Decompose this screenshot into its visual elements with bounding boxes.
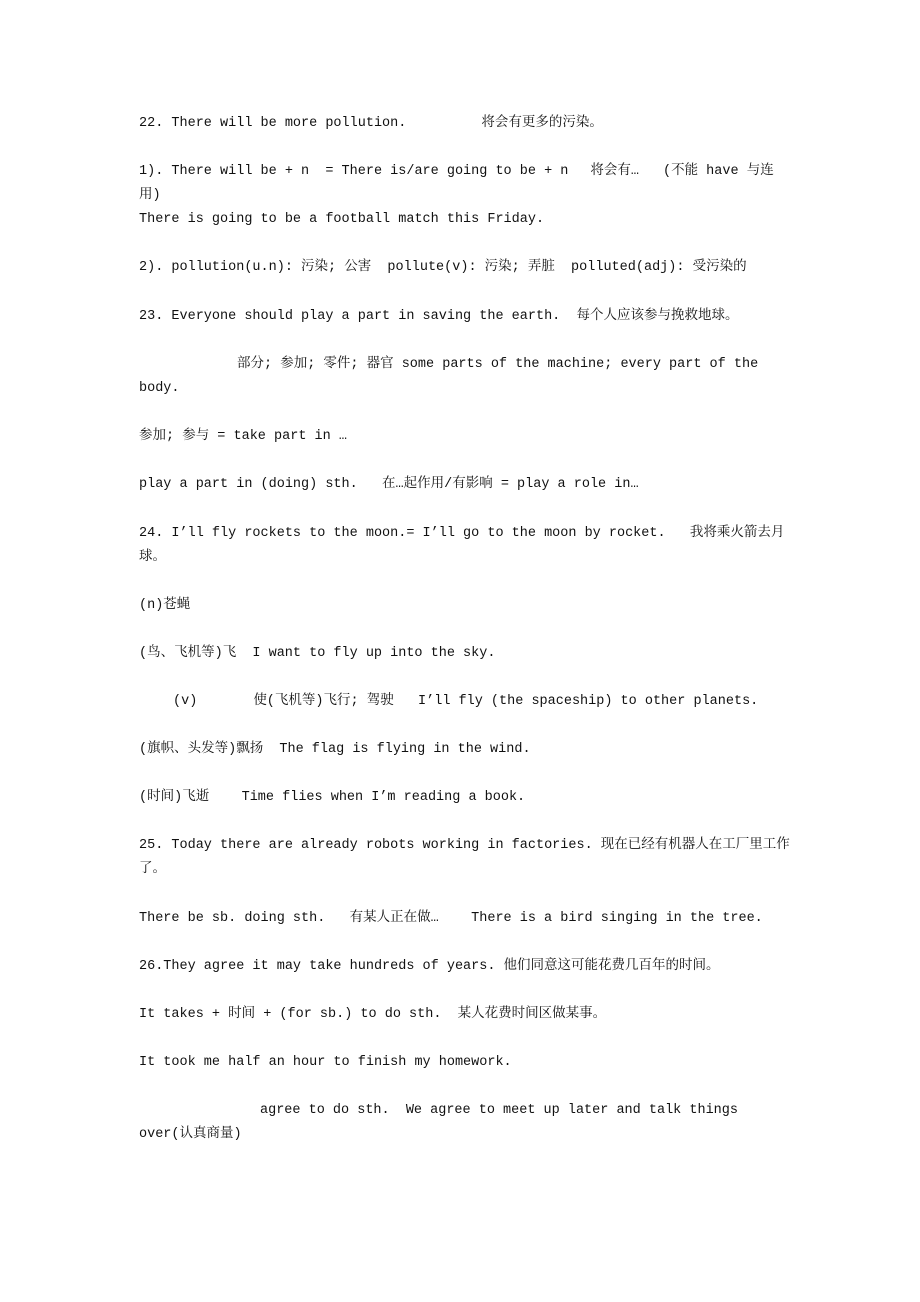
line-it-takes: It takes + 时间 + (for sb.) to do sth. 某人花费时间区做某事。 — [139, 1007, 607, 1022]
line-fly-noun: (n)苍蝇 — [139, 598, 191, 613]
line-note-2: 2). pollution(u.n): 污染; 公害 pollute(v): 污染; 弄脏 polluted(adj): 受污染的 — [139, 260, 747, 275]
line-fly-verb — [173, 690, 793, 714]
line-23: 23. Everyone should play a part in saving the earth. 每个人应该参与挽救地球。 — [139, 309, 739, 324]
line-agree-to: agree to do sth. We agree to meet up later and talk things over(认真商量) — [139, 1103, 747, 1142]
line-take-part: 参加; 参与 = take part in … — [139, 429, 347, 444]
line-translation: 将会有… — [590, 164, 639, 179]
line-example: There is going to be a football match this Friday. — [139, 212, 545, 227]
line-22 — [139, 112, 791, 136]
line-fly-bird: (鸟、飞机等)飞 I want to fly up into the sky. — [139, 646, 496, 661]
line-fly-flag: (旗帜、头发等)飘扬 The flag is flying in the wind. — [139, 742, 531, 757]
line-26: 26.They agree it may take hundreds of years. 他们同意这可能花费几百年的时间。 — [139, 959, 720, 974]
line-note: (不能 have 与连用) — [139, 164, 774, 203]
line-play-a-part: play a part in (doing) sth. 在…起作用/有影响 = play a role in… — [139, 477, 639, 492]
line-part-meanings: 部分; 参加; 零件; 器官 some parts of the machine; every part of the body. — [139, 357, 767, 396]
line-text: 1). There will be + n = There is/are going to be + n — [139, 164, 569, 179]
line-text: 22. There will be more pollution. — [139, 116, 407, 131]
line-25: 25. Today there are already robots working in factories. 现在已经有机器人在工厂里工作了。 — [139, 838, 790, 877]
line-note-1 — [139, 160, 791, 208]
line-there-be: There be sb. doing sth. 有某人正在做… There is a bird singing in the tree. — [139, 911, 763, 926]
line-translation: 将会有更多的污染。 — [481, 116, 603, 131]
line-it-took: It took me half an hour to finish my homework. — [139, 1055, 512, 1070]
line-24: 24. I’ll fly rockets to the moon.= I’ll go to the moon by rocket. 我将乘火箭去月球。 — [139, 526, 785, 565]
line-translation: 使(飞机等)飞行; 驾驶 I’ll fly (the spaceship) to other planets. — [253, 694, 759, 709]
line-time-flies: (时间)飞逝 Time flies when I’m reading a book. — [139, 790, 526, 805]
line-text: (v) — [173, 694, 198, 709]
